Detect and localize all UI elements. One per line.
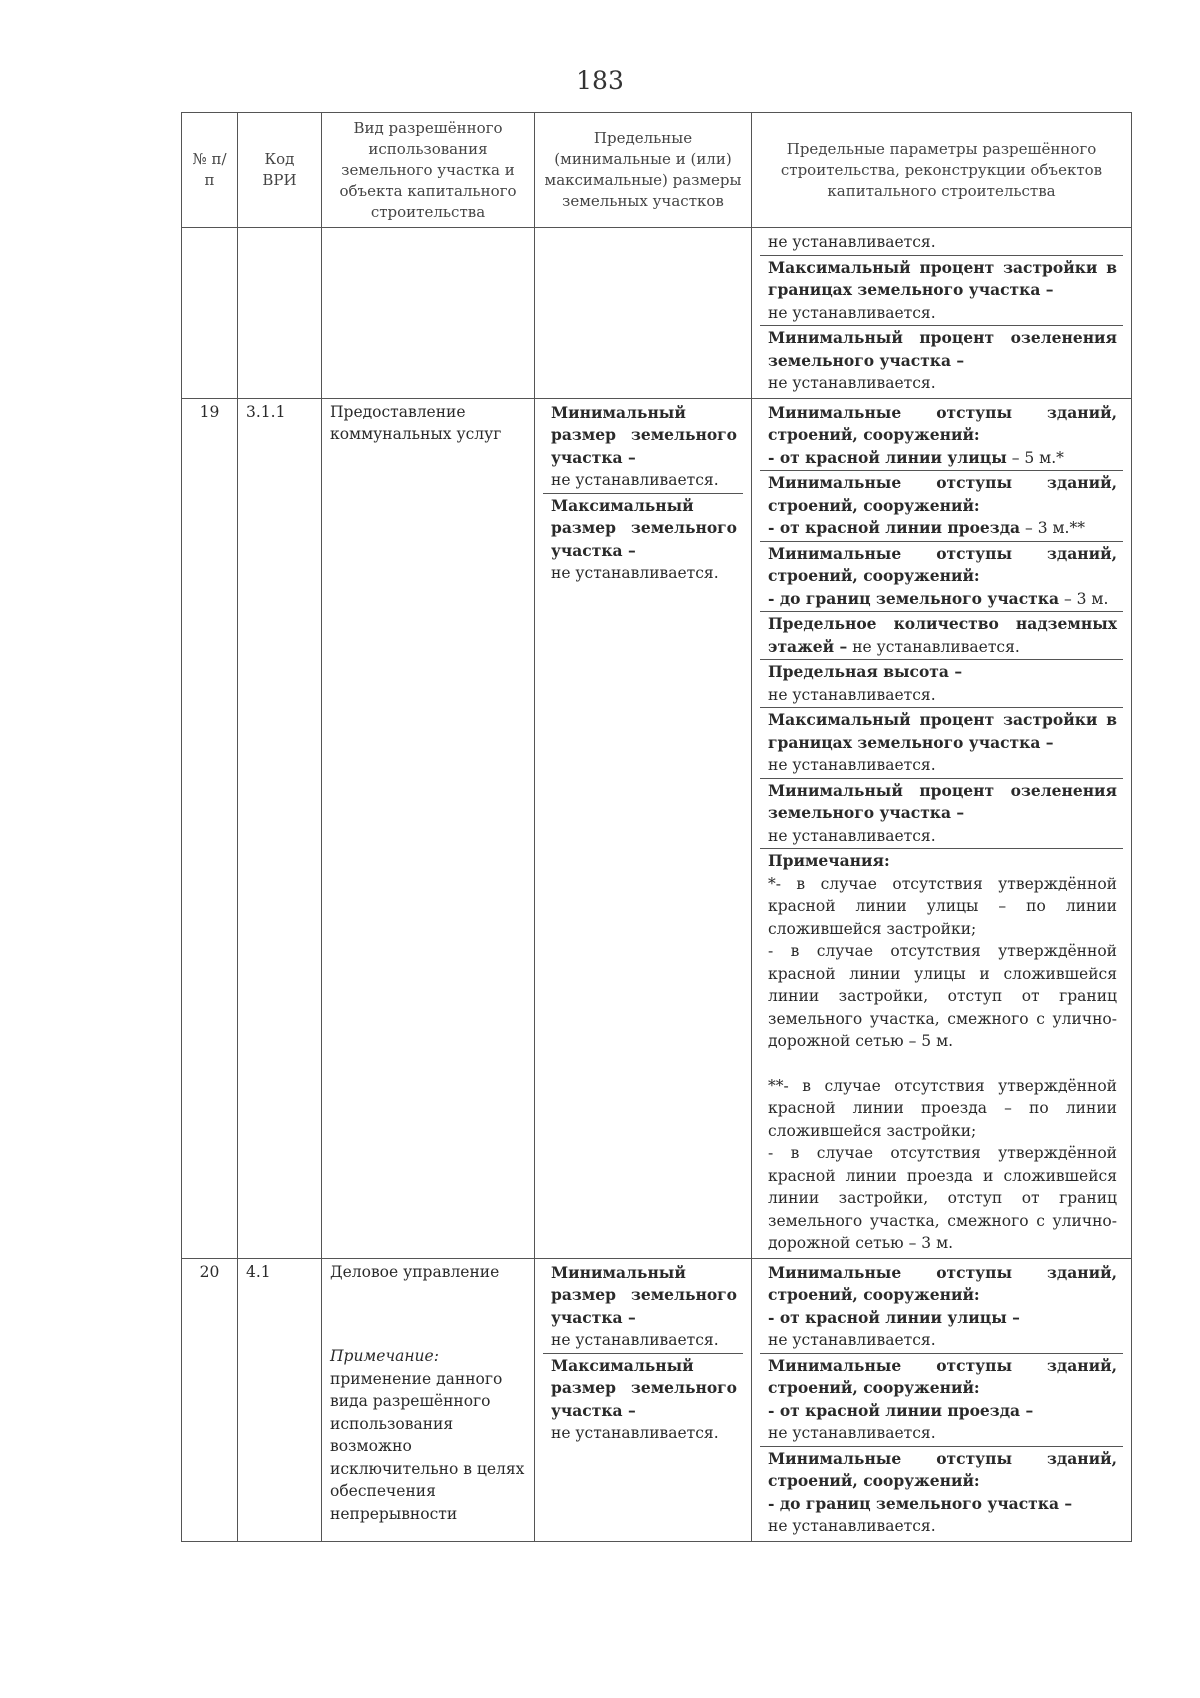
- param-block: [760, 1353, 1123, 1446]
- param-title: Минимальные отступы зданий, строений, сооружений:: [768, 1262, 1117, 1304]
- note-spacer: [768, 1053, 1117, 1075]
- param-block: [760, 1446, 1123, 1539]
- note-text: - в случае отсутствия утверждённой красной линии проезда и сложившейся линии застройки, отступ от границ земельного участка, смежного с улично-дорожной сетью – 3 м.: [768, 1144, 1117, 1252]
- param-line: - до границ земельного участка –: [768, 1493, 1073, 1513]
- row-kind-text: Деловое управление: [330, 1262, 500, 1281]
- row-number: 20: [182, 1258, 238, 1541]
- param-block: [760, 470, 1123, 541]
- cell-num: [182, 228, 238, 399]
- param-text: не устанавливается.: [768, 233, 936, 251]
- row-sizes: [535, 1258, 752, 1541]
- param-title: Минимальные отступы зданий, строений, сооружений:: [768, 1448, 1117, 1490]
- size-max-title: Максимальный размер земельного участка –: [551, 1355, 737, 1420]
- param-block: [760, 255, 1123, 326]
- size-min-title: Минимальный размер земельного участка –: [551, 1262, 737, 1327]
- cell-code: [238, 228, 322, 399]
- param-title: Максимальный процент застройки в границах земельного участка –: [768, 257, 1117, 299]
- size-min-text: не устанавливается.: [551, 1331, 719, 1349]
- param-text: не устанавливается.: [768, 1424, 936, 1442]
- size-max-block: [543, 493, 743, 586]
- kind-note-text: применение данного вида разрешённого использования возможно исключительно в целях обеспечения непрерывности: [330, 1369, 525, 1523]
- param-text: не устанавливается.: [768, 756, 936, 774]
- param-value: – 5 м.*: [1011, 448, 1064, 467]
- param-text: не устанавливается.: [768, 374, 936, 392]
- row-params: [752, 398, 1132, 1258]
- row-number: 19: [182, 398, 238, 1258]
- header-kind: Вид разрешённого использования земельного участка и объекта капитального строительства: [322, 113, 535, 228]
- page-number: 183: [576, 66, 624, 95]
- notes-title: Примечания:: [768, 851, 890, 870]
- note-text: *- в случае отсутствия утверждённой красной линии улицы – по линии сложившейся застройки;: [768, 874, 1117, 938]
- param-block: [760, 401, 1123, 471]
- size-min-block: [543, 401, 743, 493]
- param-text: не устанавливается.: [768, 303, 936, 322]
- size-max-text: не устанавливается.: [551, 564, 719, 582]
- header-row: [182, 113, 1132, 228]
- cell-sizes: [535, 228, 752, 399]
- param-block: [760, 230, 1123, 255]
- param-value: – 3 м.**: [1025, 519, 1085, 537]
- table-row-continuation: [182, 228, 1132, 399]
- param-block: [760, 659, 1123, 707]
- param-line: - от красной линии улицы: [768, 447, 1007, 467]
- row-kind: Предоставление коммунальных услуг: [322, 398, 535, 1258]
- note-text: **- в случае отсутствия утверждённой красной линии проезда – по линии сложившейся застройки;: [768, 1076, 1117, 1140]
- row-code: 3.1.1: [238, 398, 322, 1258]
- notes-block: [760, 848, 1123, 1256]
- param-title: Минимальные отступы зданий, строений, сооружений:: [768, 473, 1117, 515]
- param-title: Минимальный процент озеленения земельного участка –: [768, 780, 1117, 822]
- size-max-title: Максимальный размер земельного участка –: [551, 495, 737, 560]
- param-title: Минимальные отступы зданий, строений, сооружений:: [768, 543, 1117, 585]
- row-kind: [322, 1258, 535, 1541]
- param-block: [760, 611, 1123, 659]
- param-text: не устанавливается.: [768, 1331, 936, 1349]
- size-max-text: не устанавливается.: [551, 1424, 719, 1442]
- param-value: – 3 м.: [1063, 589, 1109, 608]
- size-min-title: Минимальный размер земельного участка –: [551, 402, 737, 467]
- param-title: Минимальные отступы зданий, строений, сооружений:: [768, 1355, 1117, 1397]
- param-title: Предельная высота –: [768, 662, 963, 681]
- header-num: № п/п: [182, 113, 238, 228]
- note-text: - в случае отсутствия утверждённой красной линии улицы и сложившейся линии застройки, отступ от границ земельного участка, смежного с улично-дорожной сетью – 5 м.: [768, 942, 1117, 1050]
- param-text: не устанавливается.: [852, 637, 1020, 656]
- param-line: - от красной линии проезда –: [768, 1400, 1034, 1420]
- param-block: [760, 325, 1123, 396]
- param-text: не устанавливается.: [768, 685, 936, 704]
- size-min-block: [543, 1261, 743, 1353]
- row-sizes: [535, 398, 752, 1258]
- param-title: Максимальный процент застройки в границах земельного участка –: [768, 710, 1117, 752]
- param-line: - до границ земельного участка: [768, 588, 1059, 608]
- row-code: 4.1: [238, 1258, 322, 1541]
- param-block: [760, 778, 1123, 849]
- header-params: Предельные параметры разрешённого строительства, реконструкции объектов капитального строительства: [752, 113, 1132, 228]
- param-line: - от красной линии проезда: [768, 518, 1021, 537]
- regulations-table: [181, 112, 1132, 1542]
- cell-kind: [322, 228, 535, 399]
- param-line: - от красной линии улицы –: [768, 1307, 1020, 1327]
- param-title: Минимальные отступы зданий, строений, сооружений:: [768, 402, 1117, 444]
- size-max-block: [543, 1353, 743, 1446]
- header-sizes: Предельные (минимальные и (или) максимальные) размеры земельных участков: [535, 113, 752, 228]
- param-block: [760, 541, 1123, 612]
- kind-note-title: Примечание:: [330, 1347, 439, 1365]
- row-params: [752, 1258, 1132, 1541]
- param-text: не устанавливается.: [768, 826, 936, 845]
- header-code: Код ВРИ: [238, 113, 322, 228]
- param-title: Минимальный процент озеленения земельного участка –: [768, 328, 1117, 370]
- param-title: Предельное количество надземных этажей –: [768, 614, 1117, 656]
- param-block: [760, 707, 1123, 778]
- param-block: [760, 1261, 1123, 1353]
- table-row-20: [182, 1258, 1132, 1541]
- table-row-19: [182, 398, 1132, 1258]
- param-text: не устанавливается.: [768, 1517, 936, 1535]
- cell-params: [752, 228, 1132, 399]
- size-min-text: не устанавливается.: [551, 471, 719, 489]
- kind-note: [330, 1345, 526, 1525]
